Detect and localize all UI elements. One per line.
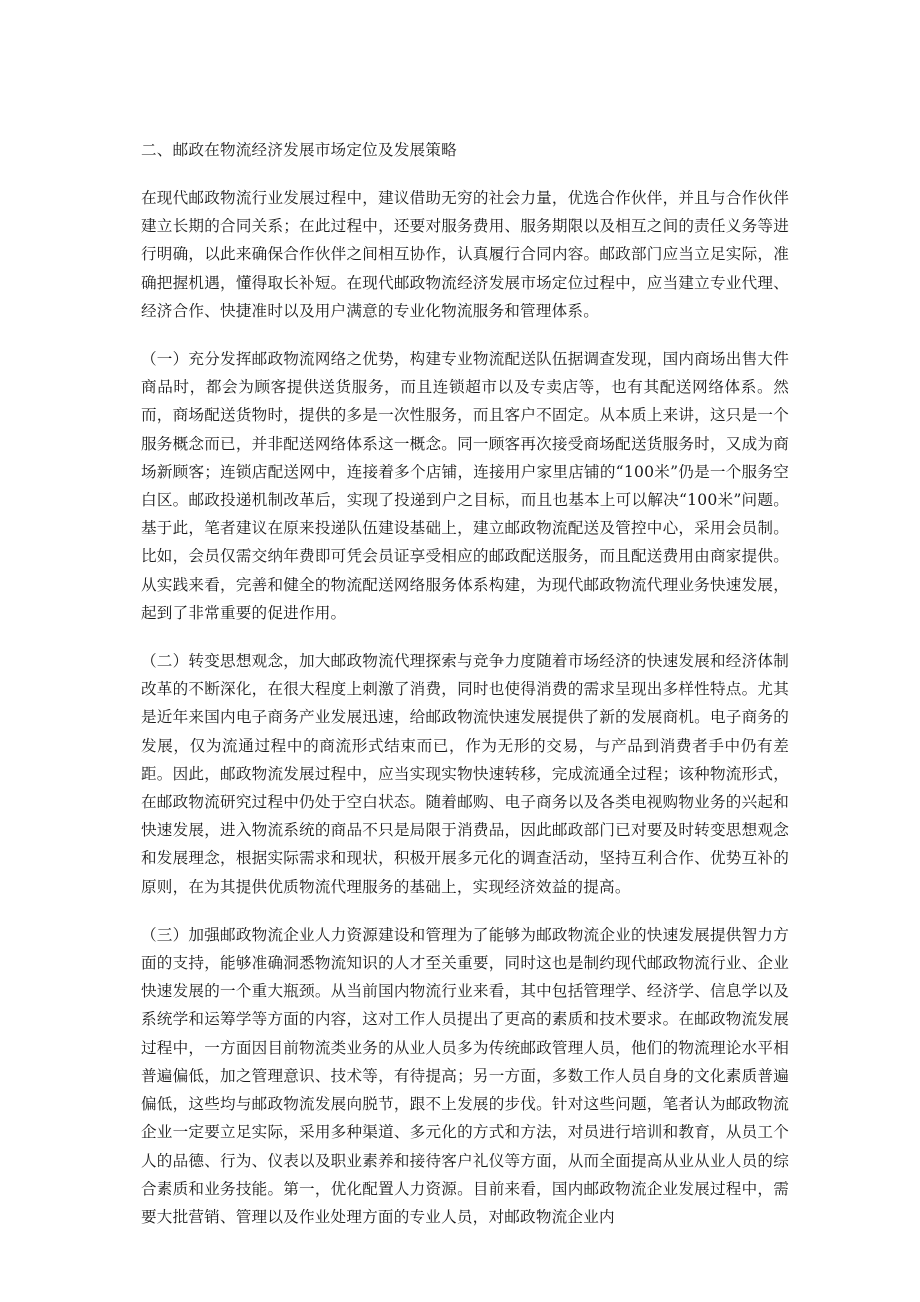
paragraph-intro: 在现代邮政物流行业发展过程中，建议借助无穷的社会力量，优选合作伙伴，并且与合作伙伴建立长期的合同关系；在此过程中，还要对服务费用、服务期限以及相互之间的责任义务等进行明确，以此来确保合作伙伴之间相互协作，认真履行合同内容。邮政部门应当立足实际，准确把握机遇，懂得取长补短。在现代邮政物流经济发展市场定位过程中，应当建立专业代理、经济合作、快捷准时以及用户满意的专业化物流服务和管理体系。 [141,189,789,320]
document-body [141,136,789,1251]
paragraph-section-1: （一）充分发挥邮政物流网络之优势，构建专业物流配送队伍据调查发现，国内商场出售大件商品时，都会为顾客提供送货服务，而且连锁超市以及专卖店等，也有其配送网络体系。然而，商场配送货物时，提供的多是一次性服务，而且客户不固定。从本质上来讲，这只是一个服务概念而已，并非配送网络体系这一概念。同一顾客再次接受商场配送货服务时，又成为商场新顾客；连锁店配送网中，连接着多个店铺，连接用户家里店铺的“100米”仍是一个服务空白区。邮政投递机制改革后，实现了投递到户之目标，而且也基本上可以解决“100米”问题。基于此，笔者建议在原来投递队伍建设基础上，建立邮政物流配送及管控中心，采用会员制。比如，会员仅需交纳年费即可凭会员证享受相应的邮政配送服务，而且配送费用由商家提供。从实践来看，完善和健全的物流配送网络服务体系构建，为现代邮政物流代理业务快速发展，起到了非常重要的促进作用。 [141,350,789,622]
paragraph-section-3: （三）加强邮政物流企业人力资源建设和管理为了能够为邮政物流企业的快速发展提供智力方面的支持，能够准确洞悉物流知识的人才至关重要，同时这也是制约现代邮政物流行业、企业快速发展的一个重大瓶颈。从当前国内物流行业来看，其中包括管理学、经济学、信息学以及系统学和运筹学等方面的内容，这对工作人员提出了更高的素质和技术要求。在邮政物流发展过程中，一方面因目前物流类业务的从业人员多为传统邮政管理人员，他们的物流理论水平相普遍偏低，加之管理意识、技术等，有待提高；另一方面，多数工作人员自身的文化素质普遍偏低，这些均与邮政物流发展向脱节，跟不上发展的步伐。针对这些问题，笔者认为邮政物流企业一定要立足实际，采用多种渠道、多元化的方式和方法，对员进行培训和教育，从员工个人的品德、行为、仪表以及职业素养和接待客户礼仪等方面，从而全面提高从业从业人员的综合素质和业务技能。第一，优化配置人力资源。目前来看，国内邮政物流企业发展过程中，需要大批营销、管理以及作业处理方面的专业人员，对邮政物流企业内 [141,925,789,1226]
paragraph-section-2: （二）转变思想观念，加大邮政物流代理探索与竞争力度随着市场经济的快速发展和经济体制改革的不断深化，在很大程度上刺激了消费，同时也使得消费的需求呈现出多样性特点。尤其是近年来国内电子商务产业发展迅速，给邮政物流快速发展提供了新的发展商机。电子商务的发展，仅为流通过程中的商流形式结束而已，作为无形的交易，与产品到消费者手中仍有差距。因此，邮政物流发展过程中，应当实现实物快速转移，完成流通全过程；该种物流形式，在邮政物流研究过程中仍处于空白状态。随着邮购、电子商务以及各类电视购物业务的兴起和快速发展，进入物流系统的商品不只是局限于消费品，因此邮政部门已对要及时转变思想观念和发展理念，根据实际需求和现状，积极开展多元化的调查活动，坚持互利合作、优势互补的原则，在为其提供优质物流代理服务的基础上，实现经济效益的提高。 [141,652,789,896]
section-heading: 二、邮政在物流经济发展市场定位及发展策略 [141,141,457,159]
